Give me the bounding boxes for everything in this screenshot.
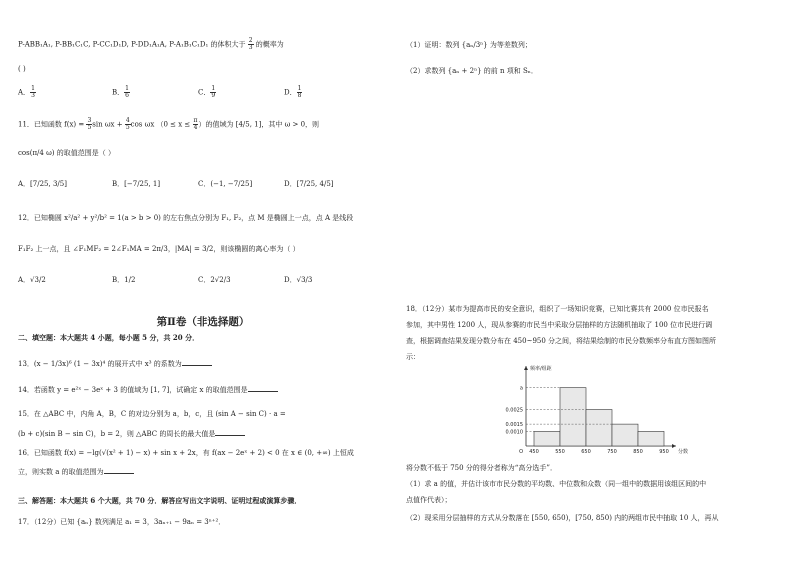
q15-text: (b + c)(sin B − sin C)，b = 2，则 △ABC 的周长的最大值是 [18,430,216,438]
x-tick-label: 750 [607,449,617,455]
q10-b-num: 1 [125,85,129,92]
q14-text: 14．若函数 y = e²ˣ − 3eˣ + 3 的值域为 [1, 7]，试确定 x 的取值范围是 [18,386,248,394]
q10-b-den: 6 [125,92,129,99]
q16-answer-blank[interactable] [104,467,134,474]
q11-fpi4-num: π [193,117,198,124]
q17-part2: （2）求数列 {aₙ + 2ⁿ} 的前 n 项和 Sₙ． [406,67,538,75]
y-axis-label: 频率/组距 [530,366,552,372]
y-axis-arrow [524,366,528,370]
q11-f45-den: 5 [125,124,130,131]
q15-line1: 15．在 △ABC 中，内角 A，B，C 的对边分别为 a，b，c，且 (sin A − sin C) · a = [18,410,286,418]
q10-option-a[interactable] [18,86,36,99]
q18-line2: 参加，其中男性 1200 人，现从参赛的市民当中采取分层抽样的方法随机抽取了 100 位市民进行调 [406,321,713,329]
q16-line1: 16．已知函数 f(x) = −lg(√(x² + 1) − x) + sin x + 2x，有 f(ax − 2eˣ + 2) < 0 在 x ∈ (0, +∞) 上恒成 [18,449,354,457]
frequency-histogram [486,364,696,464]
q18-part2: （2）现采用分层抽样的方式从分数落在 [550, 650)，[750, 850) 内的两组市民中抽取 10 人，再从 [406,514,719,522]
y-tick-label: 0.0010 [505,429,523,436]
q14-answer-blank[interactable] [248,385,278,392]
q18-part1-line2: 点值作代表）； [406,496,452,504]
q10-paren: ( ) [18,65,26,73]
y-tick-label: a [519,385,523,392]
q18-part1-line1: （1）求 a 的值，并估计该市市民分数的平均数、中位数和众数（同一组中的数据用该组区间的中 [406,480,707,488]
q10-option-a-label: A． [18,88,31,97]
fill-in-heading: 二、填空题：本大题共 4 小题，每小题 5 分，共 20 分． [18,333,200,342]
histogram-bar [534,431,560,446]
q15-line2 [18,429,245,439]
q18-line4: 示： [406,353,420,361]
q18-line1: 18．（12分）某市为提高市民的安全意识，组织了一场知识竞赛，已知比赛共有 2000 位市民报名 [406,305,709,313]
q10-frac-den: 3 [248,44,253,51]
q10-frac-num: 2 [248,37,253,44]
q11-range: [4/5, 1] [235,120,262,129]
histogram-bar [560,388,586,446]
q11-line2: cos(π/4 ω) 的取值范围是（ ） [18,149,115,157]
q11-range-text: ）的值域为 [198,120,234,129]
q10-option-b-label: B． [112,88,125,97]
q10-c-den: 9 [211,92,216,99]
q11-cos: cos ωx （0 ≤ x ≤ [130,120,193,129]
q12-option-c[interactable]: C．2√2/3 [198,276,231,284]
q10-a-num: 1 [31,85,35,92]
x-axis-arrow [672,444,676,448]
left-column [18,30,388,550]
q10-d-num: 1 [297,85,302,92]
q11-sin: sin ωx + [92,120,125,129]
q11-line1 [18,118,319,131]
q18-line3: 查，根据调查结果发现分数分布在 450~950 分之间，将结果绘制的市民分数频率分布直方图如图所 [406,337,717,345]
q12-option-a[interactable]: A．√3/2 [18,276,46,284]
q11-option-d[interactable]: D．[7/25, 4/5] [284,180,334,188]
q12-option-b[interactable]: B．1/2 [112,276,136,284]
q12-line1: 12．已知椭圆 x²/a² + y²/b² = 1(a > b > 0) 的左右焦点分别为 F₁, F₂，点 M 是椭圆上一点，点 A 是线段 [18,214,354,222]
histogram-bar [638,431,664,446]
x-tick-label: 550 [555,449,565,455]
q10-option-b[interactable] [112,86,130,99]
q11-option-b[interactable]: B．[−7/25, 1] [112,180,161,188]
q10-stem-line [18,38,284,51]
q10-c-num: 1 [211,85,216,92]
q10-option-d-label: D． [284,88,297,97]
q12-line2: F₁F₂ 上一点，且 ∠F₁MF₂ = 2∠F₁MA = 2π/3，|MA| = 3/2，则该椭圆的离心率为（ ） [18,245,300,253]
y-tick-label: 0.0015 [505,422,523,429]
q10-option-c[interactable] [198,86,216,99]
x-tick-label: 850 [633,449,643,455]
x-tick-label: 950 [659,449,669,455]
q11-fpi4-den: 4 [193,124,198,131]
x-tick-label: 650 [581,449,591,455]
q11-option-c[interactable]: C．(−1, −7/25] [198,180,253,188]
q17-stem: 17．（12分）已知 {aₙ} 数列满足 a₁ = 3，3aₙ₊₁ − 9aₙ = 3ⁿ⁺²． [18,518,226,526]
solve-heading: 三、解答题：本大题共 6 个大题，共 70 分．解答应写出文字说明、证明过程或演算步骤． [18,496,302,505]
histogram-bar [612,424,638,446]
q11-f35-den: 5 [87,124,92,131]
section-2-title: 第Ⅱ卷（非选择题） [156,316,250,328]
q11-f45-num: 4 [125,117,130,124]
histogram-bar [586,410,612,446]
q17-part1: （1）证明：数列 {aₙ/3ⁿ} 为等差数列； [406,41,532,49]
q10-fraction [248,38,254,51]
q11-option-a[interactable]: A．[7/25, 3/5] [18,180,67,188]
q18-line5: 将分数不低于 750 分的得分者称为“高分选手”． [406,464,557,472]
q13 [18,359,212,369]
q10-a-den: 3 [31,92,35,99]
q16-text: 立，则实数 a 的取值范围为 [18,468,104,476]
origin-label: O [519,449,523,455]
x-axis-label: 分数 [678,449,689,455]
q13-text: 13．(x − 1/3x)⁶ (1 − 3x)⁴ 的展开式中 x³ 的系数为 [18,360,182,368]
q10-tail: 的概率为 [255,40,284,49]
q16-line2 [18,467,134,477]
q12-option-d[interactable]: D．√3/3 [284,276,313,284]
y-tick-label: 0.0025 [505,407,523,414]
q13-answer-blank[interactable] [182,359,212,366]
right-column [406,30,776,550]
q10-stem: P-ABB₁A₁, P-BB₁C₁C, P-CC₁D₁D, P-DD₁A₁A, P-A₁B₁C₁D₁ 的体积大于 [18,40,246,49]
q14 [18,385,278,395]
q10-option-d[interactable] [284,86,302,99]
q11-tail: ，其中 ω > 0，则 [261,120,320,129]
q15-answer-blank[interactable] [215,429,245,436]
q10-option-c-label: C． [198,88,211,97]
q10-d-den: 8 [297,92,302,99]
q11-f35-num: 3 [87,117,92,124]
x-tick-label: 450 [529,449,539,455]
q11-stem: 11．已知函数 f(x) = [18,120,87,129]
